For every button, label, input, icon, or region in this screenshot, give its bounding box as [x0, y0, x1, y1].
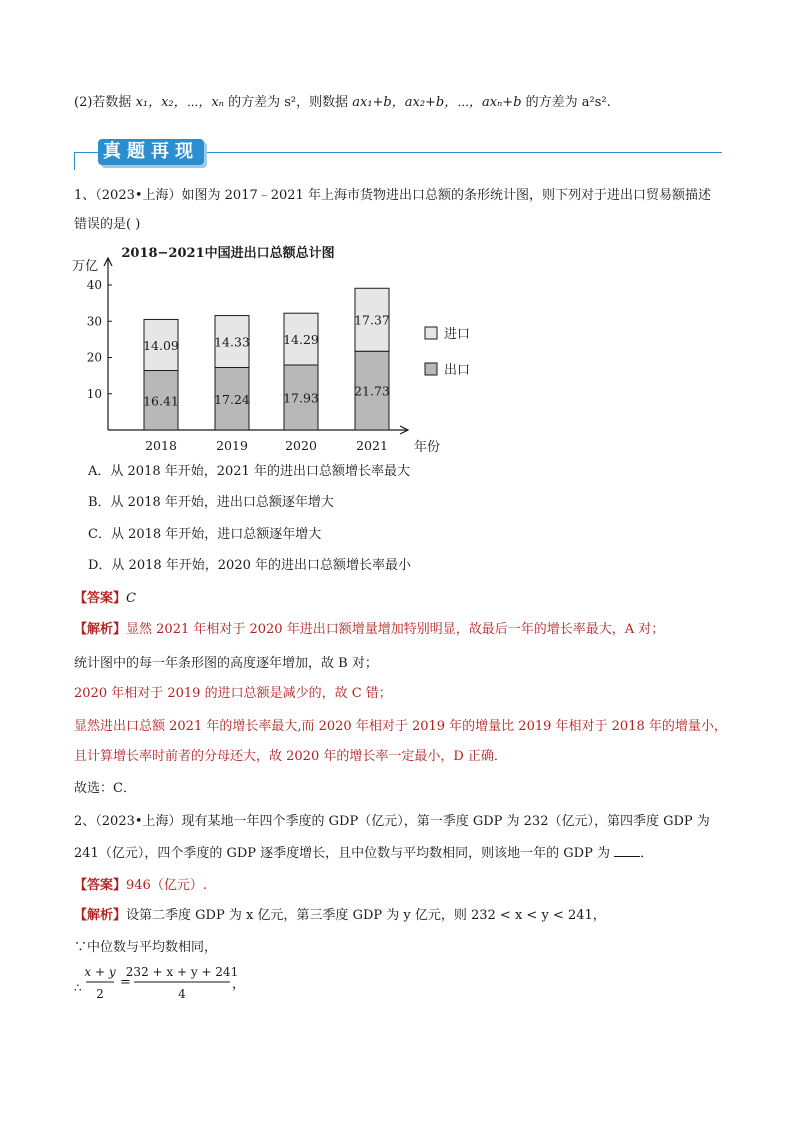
bar-chart — [70, 240, 490, 460]
intro-prefix: (2)若数据 — [74, 95, 136, 110]
q2-stem-text: 241（亿元），四个季度的 GDP 逐季度增长，且中位数与平均数相同，则该地一年的 GDP 为 — [74, 846, 615, 861]
q1-option-d: D．从 2018 年开始，2020 年的进出口总额增长率最小 — [88, 558, 411, 573]
section-banner — [74, 137, 724, 173]
q2-stem-line2 — [74, 844, 653, 863]
equals-sign: = — [120, 975, 131, 990]
answer-value: C — [126, 591, 136, 606]
lhs-numerator: x + y — [84, 965, 116, 979]
x-axis-label: 年份 — [414, 440, 441, 455]
analysis-tag: 【解析】 — [74, 908, 127, 923]
q2-stem-end: ． — [640, 846, 654, 861]
q1-analysis-5: 且计算增长率时前者的分母还大，故 2020 年的增长率一定最小，D 正确． — [74, 749, 507, 764]
banner-title: 真题再现 — [98, 139, 204, 165]
answer-tag: 【答案】 — [74, 591, 127, 606]
trailing-comma: ， — [232, 977, 246, 992]
legend-label: 进口 — [444, 327, 471, 342]
legend-label: 出口 — [444, 363, 471, 378]
q1-stem-line2: 错误的是( ) — [74, 217, 141, 232]
q2-answer — [74, 877, 207, 895]
answer-value: 946（亿元）. — [126, 878, 207, 893]
y-tick-label: 20 — [86, 350, 102, 365]
data-label: 16.41 — [143, 393, 179, 409]
x-tick-label: 2019 — [216, 438, 248, 453]
x-tick-label: 2021 — [356, 438, 388, 453]
answer-tag: 【答案】 — [74, 878, 127, 893]
legend-swatch — [425, 327, 437, 339]
rhs-denominator: 4 — [178, 987, 186, 1001]
q1-answer — [74, 590, 136, 608]
therefore-symbol: ∴ — [74, 981, 82, 995]
data-label: 14.33 — [214, 334, 250, 350]
x-tick-label: 2020 — [285, 438, 317, 453]
q1-analysis-3: 2020 年相对于 2019 的进口总额是减少的，故 C 错； — [74, 686, 392, 701]
q1-analysis-4: 显然进出口总额 2021 年的增长率最大,而 2020 年相对于 2019 年的增量比 2019 年相对于 2018 年的增量小， — [74, 719, 727, 734]
analysis-tag: 【解析】 — [74, 622, 127, 637]
intro-vars: x₁，x₂，⋯，xₙ — [135, 95, 224, 110]
answer-blank — [614, 844, 640, 857]
intro-expr: ax₁+b，ax₂+b，⋯，axₙ+b — [352, 95, 522, 110]
data-label: 14.29 — [283, 332, 319, 348]
y-axis-label: 万亿 — [72, 259, 99, 274]
q1-analysis-1 — [74, 621, 664, 639]
intro-line — [74, 94, 611, 112]
analysis-text: 设第二季度 GDP 为 x 亿元，第三季度 GDP 为 y 亿元，则 232 < x < y < 241， — [126, 908, 606, 923]
intro-suffix: 的方差为 a²s². — [521, 95, 611, 110]
q2-stem-line1: 2、（2023•上海）现有某地一年四个季度的 GDP（亿元），第一季度 GDP 为 232（亿元），第四季度 GDP 为 — [74, 814, 710, 829]
data-label: 17.37 — [354, 312, 390, 328]
rhs-numerator: 232 + x + y + 241 — [125, 965, 239, 979]
q2-analysis-1 — [74, 907, 606, 925]
q2-analysis-2: ∵中位数与平均数相同， — [74, 940, 218, 955]
q1-stem-line1: 1、（2023•上海）如图为 2017﹣2021 年上海市货物进出口总额的条形统计图，则下列对于进出口贸易额描述 — [74, 188, 711, 203]
data-label: 17.24 — [214, 391, 250, 407]
q1-option-a: A．从 2018 年开始，2021 年的进出口总额增长率最大 — [88, 464, 410, 479]
fraction-equation — [74, 962, 294, 1008]
legend-swatch — [425, 363, 437, 375]
y-tick-label: 10 — [86, 386, 102, 401]
q1-option-b: B．从 2018 年开始，进出口总额逐年增大 — [88, 495, 334, 510]
intro-mid: 的方差为 s²，则数据 — [223, 95, 353, 110]
lhs-denominator: 2 — [96, 987, 104, 1001]
analysis-text: 显然 2021 年相对于 2020 年进出口额增量增加特别明显，故最后一年的增长率最大，A 对； — [126, 622, 665, 637]
data-label: 21.73 — [354, 383, 390, 399]
q1-choose: 故选：C． — [74, 781, 136, 796]
q1-analysis-2: 统计图中的每一年条形图的高度逐年增加，故 B 对； — [74, 656, 378, 671]
y-tick-label: 40 — [86, 278, 102, 292]
q1-option-c: C．从 2018 年开始，进口总额逐年增大 — [88, 527, 322, 542]
banner-corner — [74, 152, 75, 170]
x-tick-label: 2018 — [145, 438, 177, 453]
chart-title: 2018−2021中国进出口总额总计图 — [121, 246, 335, 261]
data-label: 17.93 — [283, 390, 319, 406]
data-label: 14.09 — [143, 337, 179, 353]
y-tick-label: 30 — [86, 314, 102, 329]
